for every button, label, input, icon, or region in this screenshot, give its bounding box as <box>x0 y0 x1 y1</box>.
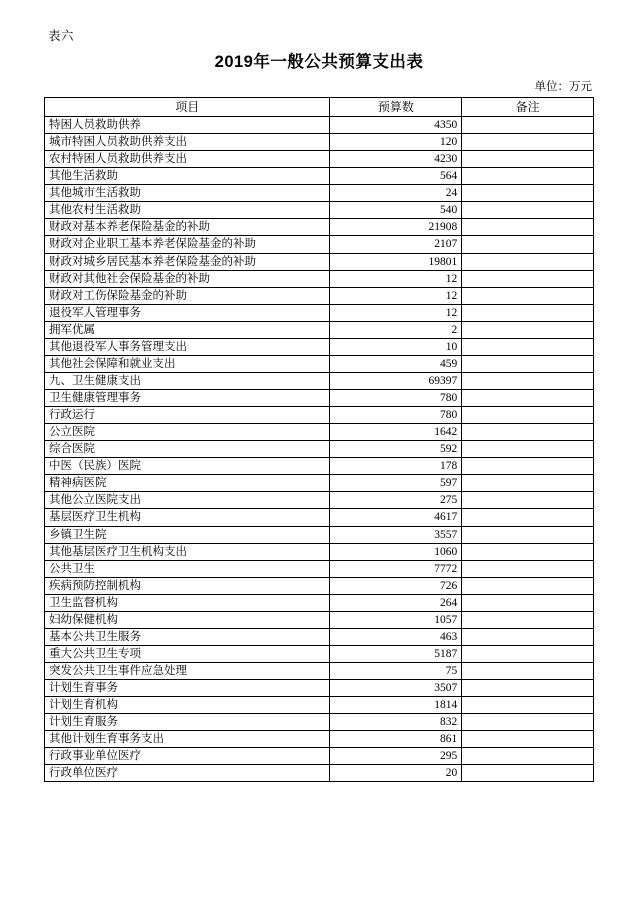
cell-remark <box>462 628 594 645</box>
table-row <box>45 253 594 270</box>
table-row <box>45 270 594 287</box>
cell-amount: 295 <box>330 748 462 765</box>
cell-remark <box>462 526 594 543</box>
table-row <box>45 304 594 321</box>
cell-remark <box>462 390 594 407</box>
cell-amount: 264 <box>330 594 462 611</box>
cell-remark <box>462 748 594 765</box>
table-row <box>45 134 594 151</box>
cell-remark <box>462 202 594 219</box>
cell-item: 城市特困人员救助供养支出 <box>45 134 330 151</box>
cell-amount: 19801 <box>330 253 462 270</box>
table-row <box>45 765 594 782</box>
table-row <box>45 236 594 253</box>
cell-remark <box>462 594 594 611</box>
cell-amount: 75 <box>330 663 462 680</box>
cell-item: 基本公共卫生服务 <box>45 628 330 645</box>
cell-remark <box>462 236 594 253</box>
cell-item: 卫生监督机构 <box>45 594 330 611</box>
cell-item: 计划生育服务 <box>45 714 330 731</box>
cell-remark <box>462 270 594 287</box>
column-header-item: 项目 <box>45 98 330 117</box>
table-row <box>45 219 594 236</box>
cell-remark <box>462 543 594 560</box>
cell-item: 财政对城乡居民基本养老保险基金的补助 <box>45 253 330 270</box>
table-row <box>45 697 594 714</box>
cell-amount: 780 <box>330 407 462 424</box>
cell-amount: 1057 <box>330 611 462 628</box>
table-row <box>45 355 594 372</box>
cell-item: 基层医疗卫生机构 <box>45 509 330 526</box>
table-row <box>45 441 594 458</box>
table-row <box>45 663 594 680</box>
cell-amount: 275 <box>330 492 462 509</box>
cell-item: 卫生健康管理事务 <box>45 390 330 407</box>
cell-item: 财政对其他社会保险基金的补助 <box>45 270 330 287</box>
table-row <box>45 543 594 560</box>
cell-amount: 2107 <box>330 236 462 253</box>
table-row <box>45 458 594 475</box>
cell-item: 其他生活救助 <box>45 168 330 185</box>
cell-remark <box>462 475 594 492</box>
cell-remark <box>462 117 594 134</box>
table-row <box>45 424 594 441</box>
table-row <box>45 185 594 202</box>
cell-amount: 12 <box>330 287 462 304</box>
cell-amount: 592 <box>330 441 462 458</box>
cell-amount: 780 <box>330 390 462 407</box>
cell-remark <box>462 321 594 338</box>
cell-amount: 24 <box>330 185 462 202</box>
cell-remark <box>462 219 594 236</box>
cell-item: 中医（民族）医院 <box>45 458 330 475</box>
cell-remark <box>462 355 594 372</box>
table-row <box>45 492 594 509</box>
cell-item: 妇幼保健机构 <box>45 611 330 628</box>
table-row <box>45 338 594 355</box>
cell-remark <box>462 680 594 697</box>
cell-item: 其他退役军人事务管理支出 <box>45 338 330 355</box>
cell-amount: 832 <box>330 714 462 731</box>
page-title: 2019年一般公共预算支出表 <box>214 53 424 71</box>
cell-item: 行政事业单位医疗 <box>45 748 330 765</box>
cell-item: 行政运行 <box>45 407 330 424</box>
cell-amount: 12 <box>330 304 462 321</box>
cell-remark <box>462 441 594 458</box>
cell-amount: 459 <box>330 355 462 372</box>
cell-amount: 726 <box>330 577 462 594</box>
cell-remark <box>462 253 594 270</box>
cell-remark <box>462 424 594 441</box>
cell-item: 其他农村生活救助 <box>45 202 330 219</box>
cell-item: 精神病医院 <box>45 475 330 492</box>
table-row <box>45 372 594 389</box>
cell-item: 计划生育事务 <box>45 680 330 697</box>
cell-item: 农村特困人员救助供养支出 <box>45 151 330 168</box>
cell-item: 重大公共卫生专项 <box>45 645 330 662</box>
cell-remark <box>462 577 594 594</box>
cell-amount: 597 <box>330 475 462 492</box>
cell-amount: 5187 <box>330 645 462 662</box>
cell-remark <box>462 151 594 168</box>
table-row <box>45 407 594 424</box>
cell-amount: 4230 <box>330 151 462 168</box>
cell-amount: 1060 <box>330 543 462 560</box>
cell-amount: 540 <box>330 202 462 219</box>
table-row <box>45 151 594 168</box>
cell-remark <box>462 407 594 424</box>
cell-item: 九、卫生健康支出 <box>45 372 330 389</box>
table-row <box>45 321 594 338</box>
cell-amount: 1642 <box>330 424 462 441</box>
cell-amount: 69397 <box>330 372 462 389</box>
cell-amount: 21908 <box>330 219 462 236</box>
cell-remark <box>462 765 594 782</box>
cell-amount: 20 <box>330 765 462 782</box>
cell-remark <box>462 731 594 748</box>
sheet-label: 表六 <box>48 29 75 43</box>
cell-remark <box>462 697 594 714</box>
cell-item: 其他公立医院支出 <box>45 492 330 509</box>
cell-item: 突发公共卫生事件应急处理 <box>45 663 330 680</box>
cell-amount: 4617 <box>330 509 462 526</box>
cell-amount: 564 <box>330 168 462 185</box>
table-row <box>45 645 594 662</box>
cell-remark <box>462 714 594 731</box>
cell-item: 退役军人管理事务 <box>45 304 330 321</box>
table-row <box>45 611 594 628</box>
table-row <box>45 680 594 697</box>
budget-table <box>44 97 594 782</box>
table-body <box>45 117 594 782</box>
table-row <box>45 526 594 543</box>
cell-item: 乡镇卫生院 <box>45 526 330 543</box>
table-row <box>45 628 594 645</box>
cell-item: 财政对工伤保险基金的补助 <box>45 287 330 304</box>
unit-label: 单位：万元 <box>534 81 592 93</box>
column-header-amount: 预算数 <box>330 98 462 117</box>
table-header-row <box>45 98 594 117</box>
cell-amount: 2 <box>330 321 462 338</box>
cell-amount: 861 <box>330 731 462 748</box>
table-row <box>45 475 594 492</box>
cell-amount: 3557 <box>330 526 462 543</box>
cell-amount: 3507 <box>330 680 462 697</box>
table-row <box>45 594 594 611</box>
cell-amount: 178 <box>330 458 462 475</box>
table-row <box>45 748 594 765</box>
cell-remark <box>462 663 594 680</box>
cell-item: 财政对企业职工基本养老保险基金的补助 <box>45 236 330 253</box>
cell-remark <box>462 287 594 304</box>
cell-item: 其他基层医疗卫生机构支出 <box>45 543 330 560</box>
cell-item: 特困人员救助供养 <box>45 117 330 134</box>
cell-amount: 7772 <box>330 560 462 577</box>
table-row <box>45 287 594 304</box>
table-row <box>45 117 594 134</box>
table-row <box>45 202 594 219</box>
cell-item: 财政对基本养老保险基金的补助 <box>45 219 330 236</box>
cell-remark <box>462 458 594 475</box>
cell-amount: 12 <box>330 270 462 287</box>
table-row <box>45 509 594 526</box>
cell-item: 其他计划生育事务支出 <box>45 731 330 748</box>
table-row <box>45 168 594 185</box>
cell-item: 其他社会保障和就业支出 <box>45 355 330 372</box>
cell-remark <box>462 611 594 628</box>
cell-item: 公立医院 <box>45 424 330 441</box>
table-row <box>45 390 594 407</box>
cell-amount: 4350 <box>330 117 462 134</box>
cell-item: 其他城市生活救助 <box>45 185 330 202</box>
cell-remark <box>462 304 594 321</box>
cell-remark <box>462 372 594 389</box>
table-row <box>45 577 594 594</box>
cell-item: 拥军优属 <box>45 321 330 338</box>
cell-item: 公共卫生 <box>45 560 330 577</box>
column-header-remark: 备注 <box>462 98 594 117</box>
cell-remark <box>462 338 594 355</box>
cell-item: 行政单位医疗 <box>45 765 330 782</box>
table-row <box>45 560 594 577</box>
table-row <box>45 731 594 748</box>
cell-item: 综合医院 <box>45 441 330 458</box>
cell-remark <box>462 134 594 151</box>
cell-remark <box>462 168 594 185</box>
cell-remark <box>462 509 594 526</box>
cell-item: 疾病预防控制机构 <box>45 577 330 594</box>
cell-remark <box>462 645 594 662</box>
cell-remark <box>462 185 594 202</box>
cell-amount: 1814 <box>330 697 462 714</box>
table-row <box>45 714 594 731</box>
cell-amount: 10 <box>330 338 462 355</box>
cell-remark <box>462 560 594 577</box>
cell-amount: 463 <box>330 628 462 645</box>
cell-remark <box>462 492 594 509</box>
cell-item: 计划生育机构 <box>45 697 330 714</box>
cell-amount: 120 <box>330 134 462 151</box>
